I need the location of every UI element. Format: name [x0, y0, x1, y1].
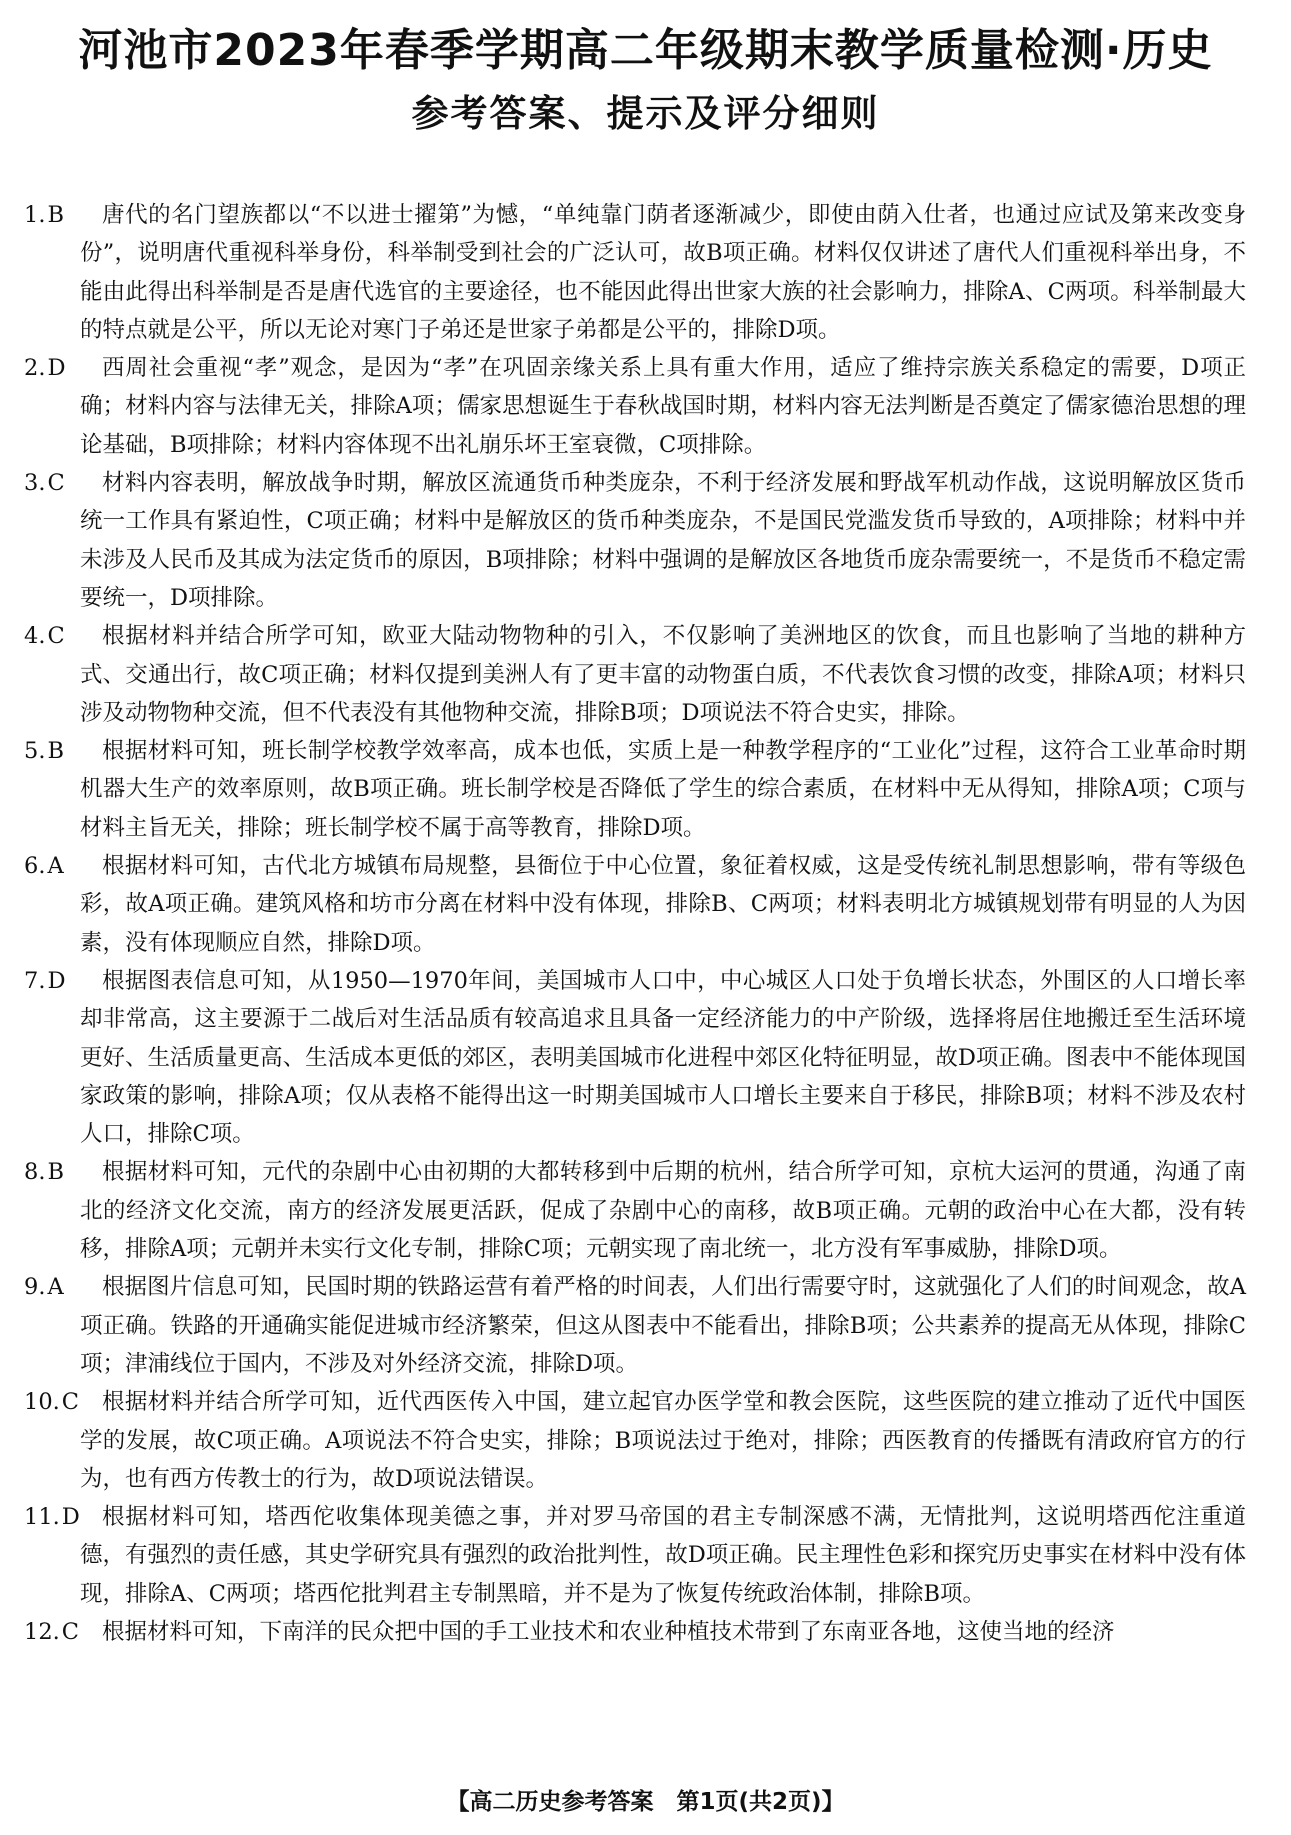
answer-item-10: [24, 1383, 1246, 1498]
answer-number: 6.: [24, 853, 46, 880]
answer-head: [24, 1613, 79, 1651]
answer-head: [24, 1383, 79, 1421]
answer-explanation: 根据材料并结合所学可知，近代西医传入中国，建立起官办医学堂和教会医院，这些医院的建立推动了近代中国医学的发展，故C项正确。A项说法不符合史实，排除；B项说法过于绝对，排除；西医教育的传播既有清政府官方的行为，也有西方传教士的行为，故D项说法错误。: [80, 1389, 1246, 1492]
answer-explanation: 根据材料可知，班长制学校教学效率高，成本也低，实质上是一种教学程序的“工业化”过程，这符合工业革命时期机器大生产的效率原则，故B项正确。班长制学校是否降低了学生的综合素质，在材料中无从得知，排除A项；C项与材料主旨无关，排除；班长制学校不属于高等教育，排除D项。: [80, 738, 1246, 841]
answer-item-8: [24, 1153, 1246, 1268]
document-title: 河池市2023年春季学期高二年级期末教学质量检测·历史: [78, 25, 1213, 76]
answer-number: 11.: [24, 1504, 60, 1531]
answer-explanation: 根据材料可知，古代北方城镇布局规整，县衙位于中心位置，象征着权威，这是受传统礼制思想影响，带有等级色彩，故A项正确。建筑风格和坊市分离在材料中没有体现，排除B、C两项；材料表明北方城镇规划带有明显的人为因素，没有体现顺应自然，排除D项。: [80, 853, 1246, 956]
answer-head: [24, 349, 66, 387]
answer-explanation: 材料内容表明，解放战争时期，解放区流通货币种类庞杂，不利于经济发展和野战军机动作战，这说明解放区货币统一工作具有紧迫性，C项正确；材料中是解放区的货币种类庞杂，不是国民党滥发货币导致的，A项排除；材料中并未涉及人民币及其成为法定货币的原因，B项排除；材料中强调的是解放区各地货币庞杂需要统一，不是货币不稳定需要统一，D项排除。: [80, 470, 1246, 611]
answer-number: 7.: [24, 967, 46, 994]
answer-number: 5.: [24, 738, 46, 765]
answer-choice: A: [47, 853, 64, 880]
answer-number: 10.: [24, 1389, 60, 1416]
answer-number: 1.: [24, 202, 46, 228]
answer-head: [24, 196, 64, 234]
answer-head: [24, 847, 64, 885]
answer-explanation: 根据图片信息可知，民国时期的铁路运营有着严格的时间表，人们出行需要守时，这就强化了人们的时间观念，故A项正确。铁路的开通确实能促进城市经济繁荣，但这从图表中不能看出，排除B项；公共素养的提高无从体现，排除C项；津浦线位于国内，不涉及对外经济交流，排除D项。: [80, 1274, 1246, 1377]
answer-item-4: [24, 617, 1246, 732]
page-footer: 【高二历史参考答案 第1页(共2页)】: [446, 1789, 845, 1815]
answer-choice: D: [61, 1504, 80, 1531]
answer-number: 2.: [24, 355, 46, 382]
answer-number: 9.: [24, 1274, 46, 1301]
answer-list: [24, 196, 1246, 1651]
answer-choice: C: [47, 623, 65, 650]
answer-item-3: [24, 464, 1246, 617]
answer-head: [24, 732, 64, 770]
answer-item-7: [24, 962, 1246, 1153]
answer-number: 12.: [24, 1618, 60, 1645]
answer-choice: A: [47, 1274, 64, 1301]
answer-choice: D: [47, 355, 66, 382]
answer-explanation: 西周社会重视“孝”观念，是因为“孝”在巩固亲缘关系上具有重大作用，适应了维持宗族关系稳定的需要，D项正确；材料内容与法律无关，排除A项；儒家思想诞生于春秋战国时期，材料内容无法判断是否奠定了儒家德治思想的理论基础，B项排除；材料内容体现不出礼崩乐坏王室衰微，C项排除。: [80, 355, 1246, 458]
answer-item-11: [24, 1498, 1246, 1613]
answer-choice: C: [61, 1389, 80, 1416]
answer-item-2: [24, 349, 1246, 464]
answer-head: [24, 464, 65, 502]
answer-explanation: 唐代的名门望族都以“不以进士擢第”为憾，“单纯靠门荫者逐渐减少，即使由荫入仕者，也通过应试及第来改变身份”，说明唐代重视科举身份，科举制受到社会的广泛认可，故B项正确。材料仅仅讲述了唐代人们重视科举出身，不能由此得出科举制是否是唐代选官的主要途径，也不能因此得出世家大族的社会影响力，排除A、C两项。科举制最大的特点就是公平，所以无论对寒门子弟还是世家子弟都是公平的，排除D项。: [80, 202, 1246, 343]
answer-item-6: [24, 847, 1246, 962]
answer-item-9: [24, 1268, 1246, 1383]
answer-choice: B: [47, 738, 65, 765]
answer-explanation: 根据材料可知，塔西佗收集体现美德之事，并对罗马帝国的君主专制深感不满，无情批判，这说明塔西佗注重道德，有强烈的责任感，其史学研究具有强烈的政治批判性，故D项正确。民主理性色彩和探究历史事实在材料中没有体现，排除A、C两项；塔西佗批判君主专制黑暗，并不是为了恢复传统政治体制，排除B项。: [80, 1504, 1246, 1607]
answer-choice: C: [47, 470, 65, 497]
answer-explanation: 根据图表信息可知，从1950—1970年间，美国城市人口中，中心城区人口处于负增长状态，外围区的人口增长率却非常高，这主要源于二战后对生活品质有较高追求且具备一定经济能力的中产阶级，选择将居住地搬迁至生活环境更好、生活质量更高、生活成本更低的郊区，表明美国城市化进程中郊区化特征明显，故D项正确。图表中不能体现国家政策的影响，排除A项；仅从表格不能得出这一时期美国城市人口增长主要来自于移民，排除B项；材料不涉及农村人口，排除C项。: [80, 967, 1246, 1148]
answer-item-12: [24, 1613, 1246, 1651]
answer-explanation: 根据材料可知，下南洋的民众把中国的手工业技术和农业种植技术带到了东南亚各地，这使当地的经济: [102, 1618, 1115, 1645]
answer-item-1: [24, 196, 1246, 349]
answer-choice: B: [47, 1159, 65, 1186]
answer-explanation: 根据材料并结合所学可知，欧亚大陆动物物种的引入，不仅影响了美洲地区的饮食，而且也影响了当地的耕种方式、交通出行，故C项正确；材料仅提到美洲人有了更丰富的动物蛋白质，不代表饮食习惯的改变，排除A项；材料只涉及动物物种交流，但不代表没有其他物种交流，排除B项；D项说法不符合史实，排除。: [80, 623, 1246, 726]
answer-number: 8.: [24, 1159, 46, 1186]
answer-choice: B: [47, 202, 65, 228]
answer-head: [24, 1153, 64, 1191]
document-subtitle: 参考答案、提示及评分细则: [411, 92, 880, 135]
answer-head: [24, 1498, 80, 1536]
answer-head: [24, 962, 66, 1000]
answer-choice: D: [47, 967, 66, 994]
answer-item-5: [24, 732, 1246, 847]
answer-explanation: 根据材料可知，元代的杂剧中心由初期的大都转移到中后期的杭州，结合所学可知，京杭大运河的贯通，沟通了南北的经济文化交流，南方的经济发展更活跃，促成了杂剧中心的南移，故B项正确。元朝的政治中心在大都，没有转移，排除A项；元朝并未实行文化专制，排除C项；元朝实现了南北统一，北方没有军事威胁，排除D项。: [80, 1159, 1246, 1263]
answer-number: 4.: [24, 623, 46, 650]
answer-head: [24, 1268, 64, 1306]
answer-head: [24, 617, 65, 655]
answer-number: 3.: [24, 470, 46, 497]
answer-choice: C: [61, 1618, 80, 1645]
